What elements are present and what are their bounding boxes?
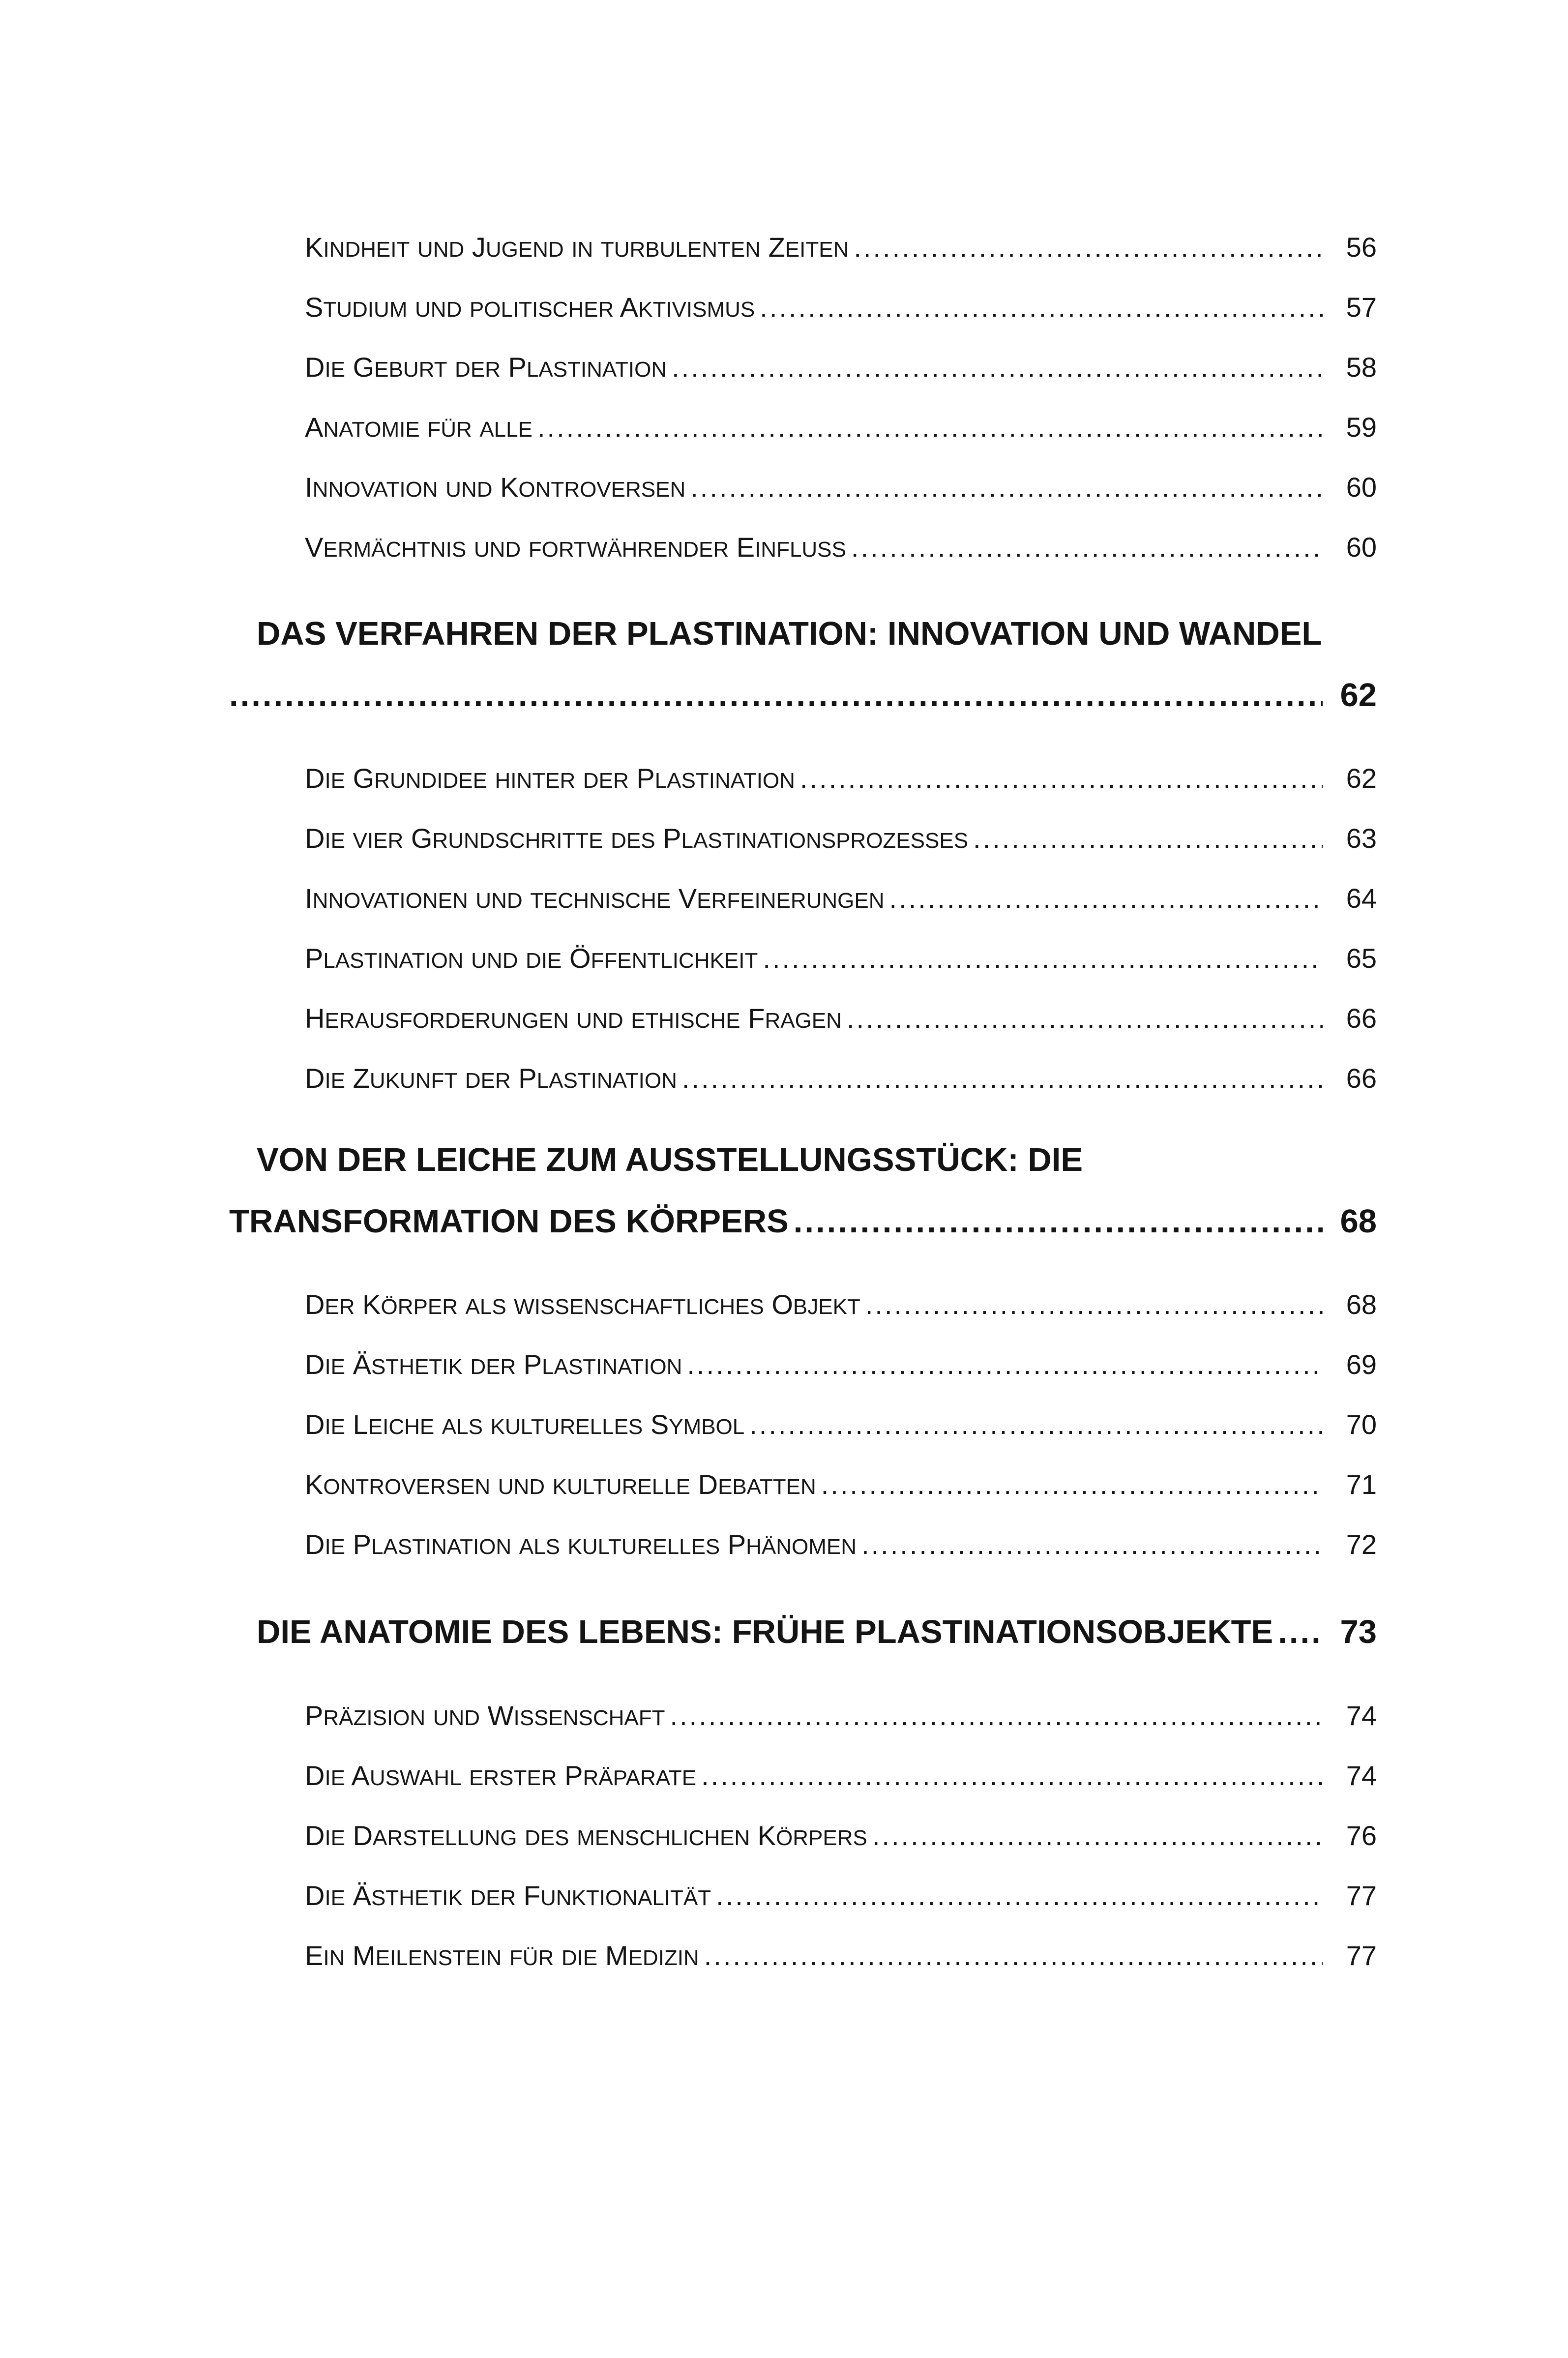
toc-entry-title: DIE DARSTELLUNG DES MENSCHLICHEN KÖRPERS bbox=[305, 1820, 867, 1851]
toc-entry-title: KINDHEIT UND JUGEND IN TURBULENTEN ZEITEN bbox=[305, 232, 849, 263]
toc-entry-page: 77 bbox=[1346, 1880, 1377, 1911]
toc-entry bbox=[305, 231, 1377, 263]
dot-leader bbox=[763, 942, 1323, 974]
toc-entry-title: VERMÄCHTNIS UND FORTWÄHRENDER EINFLUSS bbox=[305, 532, 846, 563]
toc-entry-page: 76 bbox=[1346, 1820, 1377, 1851]
toc-entry-title: INNOVATIONEN UND TECHNISCHE VERFEINERUNGEN bbox=[305, 883, 885, 914]
toc-entry-title: EIN MEILENSTEIN FÜR DIE MEDIZIN bbox=[305, 1940, 699, 1971]
toc-entry-page: 69 bbox=[1346, 1349, 1377, 1380]
toc-entry bbox=[305, 1820, 1377, 1851]
toc-entry bbox=[305, 1288, 1377, 1320]
toc-entry-title: DER KÖRPER ALS WISSENSCHAFTLICHES OBJEKT bbox=[305, 1289, 860, 1320]
toc-entry-title: DIE ÄSTHETIK DER PLASTINATION bbox=[305, 1349, 682, 1380]
toc-entry-title: HERAUSFORDERUNGEN UND ETHISCHE FRAGEN bbox=[305, 1003, 842, 1034]
toc-entry bbox=[305, 411, 1377, 443]
toc-entry-page: 74 bbox=[1346, 1760, 1377, 1791]
toc-entry-page: 64 bbox=[1346, 883, 1377, 914]
dot-leader bbox=[672, 351, 1323, 383]
dot-leader bbox=[670, 1700, 1323, 1731]
dot-leader bbox=[865, 1288, 1323, 1320]
toc-entry bbox=[305, 1880, 1377, 1911]
toc-entry-title: ANATOMIE FÜR ALLE bbox=[305, 412, 533, 443]
toc-entry-page: 66 bbox=[1346, 1003, 1377, 1034]
toc-entry-page: 63 bbox=[1346, 823, 1377, 854]
dot-leader bbox=[749, 1408, 1323, 1440]
chapter-title: DIE ANATOMIE DES LEBENS: FRÜHE PLASTINATIONSOBJEKTE bbox=[257, 1613, 1273, 1650]
toc-entry bbox=[305, 1002, 1377, 1034]
toc-entry-page: 60 bbox=[1346, 532, 1377, 563]
toc-entry-title: DIE AUSWAHL ERSTER PRÄPARATE bbox=[305, 1760, 697, 1791]
toc-entry-page: 60 bbox=[1346, 472, 1377, 503]
toc-entry bbox=[305, 822, 1377, 854]
dot-leader bbox=[847, 1002, 1323, 1034]
toc-entry bbox=[305, 942, 1377, 974]
dot-leader bbox=[851, 531, 1323, 563]
chapter-heading bbox=[257, 615, 1377, 653]
toc-entry bbox=[305, 1700, 1377, 1731]
toc-entry-page: 62 bbox=[1346, 763, 1377, 794]
dot-leader bbox=[1278, 1613, 1323, 1651]
dot-leader bbox=[794, 1202, 1323, 1240]
toc-entry bbox=[305, 1760, 1377, 1791]
toc-entry bbox=[305, 1408, 1377, 1440]
dot-leader bbox=[889, 882, 1323, 914]
chapter-title: VON DER LEICHE ZUM AUSSTELLUNGSSTÜCK: DIE bbox=[257, 1141, 1083, 1178]
chapter-heading bbox=[257, 1613, 1377, 1651]
toc-entry-title: STUDIUM UND POLITISCHER AKTIVISMUS bbox=[305, 292, 755, 323]
toc-entry bbox=[305, 291, 1377, 323]
dot-leader bbox=[229, 676, 1323, 714]
dot-leader bbox=[701, 1760, 1323, 1791]
chapter-page: 62 bbox=[1340, 677, 1377, 714]
toc-entry bbox=[305, 351, 1377, 383]
chapter-heading-continuation bbox=[229, 676, 1377, 714]
toc-entry-page: 70 bbox=[1346, 1409, 1377, 1440]
toc-entry bbox=[305, 531, 1377, 563]
toc-entry-page: 57 bbox=[1346, 292, 1377, 323]
toc-entry-title: KONTROVERSEN UND KULTURELLE DEBATTEN bbox=[305, 1469, 816, 1500]
dot-leader bbox=[682, 1062, 1323, 1094]
toc-entry-title: DIE ÄSTHETIK DER FUNKTIONALITÄT bbox=[305, 1880, 711, 1911]
chapter-title: DAS VERFAHREN DER PLASTINATION: INNOVATION UND WANDEL bbox=[257, 615, 1322, 652]
toc-entry-page: 66 bbox=[1346, 1063, 1377, 1094]
toc-entry bbox=[305, 1468, 1377, 1500]
toc-entry bbox=[305, 1940, 1377, 1971]
toc-entry-title: DIE VIER GRUNDSCHRITTE DES PLASTINATIONSPROZESSES bbox=[305, 823, 969, 854]
toc-entry-page: 59 bbox=[1346, 412, 1377, 443]
toc-entry-page: 58 bbox=[1346, 352, 1377, 383]
toc-entry-title: PRÄZISION UND WISSENSCHAFT bbox=[305, 1700, 665, 1731]
toc-entry-page: 68 bbox=[1346, 1289, 1377, 1320]
dot-leader bbox=[690, 471, 1323, 503]
dot-leader bbox=[716, 1880, 1323, 1911]
toc-entry-page: 74 bbox=[1346, 1700, 1377, 1731]
dot-leader bbox=[800, 762, 1323, 794]
toc-entry-page: 56 bbox=[1346, 232, 1377, 263]
toc-entry-title: DIE GRUNDIDEE HINTER DER PLASTINATION bbox=[305, 763, 795, 794]
dot-leader bbox=[872, 1820, 1323, 1851]
toc-entry-title: DIE ZUKUNFT DER PLASTINATION bbox=[305, 1063, 677, 1094]
chapter-title-line2: TRANSFORMATION DES KÖRPERS bbox=[229, 1203, 789, 1240]
dot-leader bbox=[760, 291, 1323, 323]
chapter-page: 68 bbox=[1340, 1203, 1377, 1240]
chapter-heading-continuation bbox=[229, 1202, 1377, 1240]
toc-entry-page: 71 bbox=[1346, 1469, 1377, 1500]
dot-leader bbox=[687, 1348, 1323, 1380]
dot-leader bbox=[973, 822, 1323, 854]
dot-leader bbox=[537, 411, 1323, 443]
dot-leader bbox=[821, 1468, 1323, 1500]
toc-entry-title: INNOVATION UND KONTROVERSEN bbox=[305, 472, 686, 503]
toc-entry-title: DIE LEICHE ALS KULTURELLES SYMBOL bbox=[305, 1409, 745, 1440]
toc-entry-title: DIE GEBURT DER PLASTINATION bbox=[305, 352, 667, 383]
toc-entry bbox=[305, 1528, 1377, 1560]
dot-leader bbox=[854, 231, 1323, 263]
toc-entry bbox=[305, 882, 1377, 914]
dot-leader bbox=[861, 1528, 1323, 1560]
toc-entry bbox=[305, 1348, 1377, 1380]
toc-entry bbox=[305, 1062, 1377, 1094]
toc-entry bbox=[305, 471, 1377, 503]
toc-entry-page: 77 bbox=[1346, 1940, 1377, 1971]
toc-entry bbox=[305, 762, 1377, 794]
chapter-page: 73 bbox=[1340, 1613, 1377, 1650]
toc-entry-page: 72 bbox=[1346, 1529, 1377, 1560]
toc-entry-title: DIE PLASTINATION ALS KULTURELLES PHÄNOMEN bbox=[305, 1529, 857, 1560]
dot-leader bbox=[704, 1940, 1323, 1971]
chapter-heading bbox=[257, 1141, 1377, 1179]
toc-entry-page: 65 bbox=[1346, 943, 1377, 974]
toc-entry-title: PLASTINATION UND DIE ÖFFENTLICHKEIT bbox=[305, 943, 758, 974]
